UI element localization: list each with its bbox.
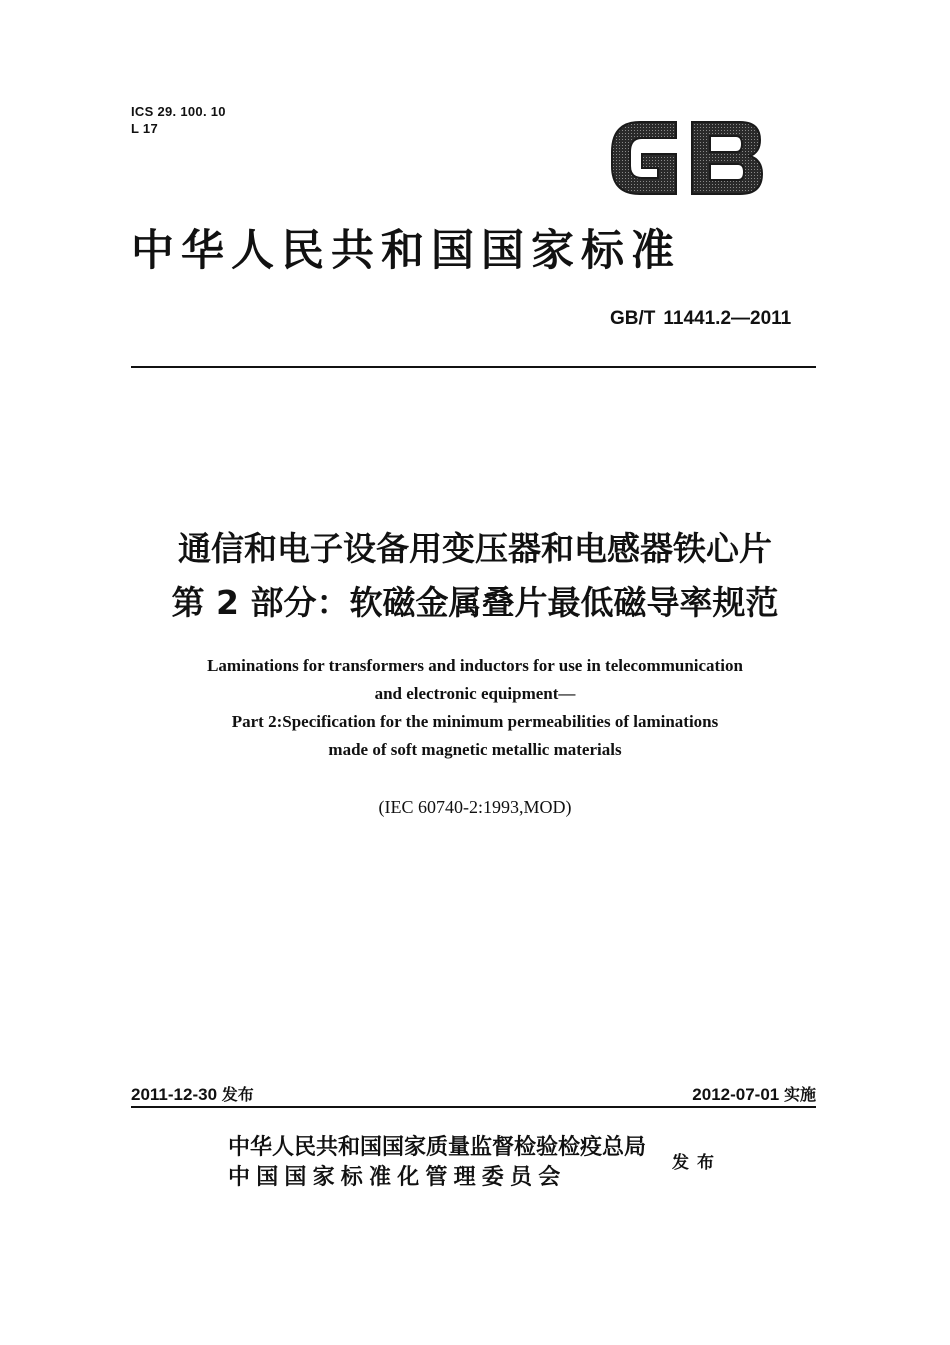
issue-date: [131, 1082, 254, 1105]
issue-label: 发布: [672, 1153, 722, 1173]
issuer-line-2: 中国国家标准化管理委员会: [228, 1164, 567, 1190]
issue-date-value: 2011-12-30: [131, 1085, 218, 1104]
classification-codes: [131, 103, 226, 137]
standard-number-prefix: GB/T: [610, 308, 656, 329]
issue-date-tag: 发布: [221, 1085, 254, 1104]
en-title-line-3: Part 2:Specification for the minimum permeabilities of laminations: [231, 712, 719, 731]
gb-logo: [604, 112, 770, 202]
en-title-line-4: made of soft magnetic metallic materials: [328, 740, 622, 759]
gb-logo-letter-b: [692, 122, 762, 194]
implement-date-value: 2012-07-01: [692, 1085, 780, 1104]
cn-title-line-1: 通信和电子设备用变压器和电感器铁心片: [178, 529, 772, 568]
en-title-line-1: Laminations for transformers and inductors for use in telecommunication: [207, 656, 743, 675]
standard-number: [610, 308, 791, 330]
cn-title-line-2: 第 2 部分：软磁金属叠片最低磁导率规范: [171, 583, 779, 622]
header-divider: [131, 366, 816, 368]
footer-divider: [131, 1106, 816, 1108]
en-title-line-2: and electronic equipment—: [374, 684, 576, 703]
national-standard-title: 中华人民共和国国家标准: [131, 226, 681, 276]
standard-number-code: 11441.2—2011: [663, 308, 792, 329]
gb-logo-letter-g: [612, 122, 676, 194]
ccs-code: L 17: [131, 121, 158, 136]
implement-date-tag: 实施: [783, 1085, 816, 1104]
implement-date: [692, 1082, 816, 1105]
issuer-line-1: 中华人民共和国国家质量监督检验检疫总局: [228, 1134, 647, 1160]
adoption-reference: (IEC 60740-2:1993,MOD): [378, 797, 572, 817]
ics-code: ICS 29. 100. 10: [131, 104, 226, 119]
